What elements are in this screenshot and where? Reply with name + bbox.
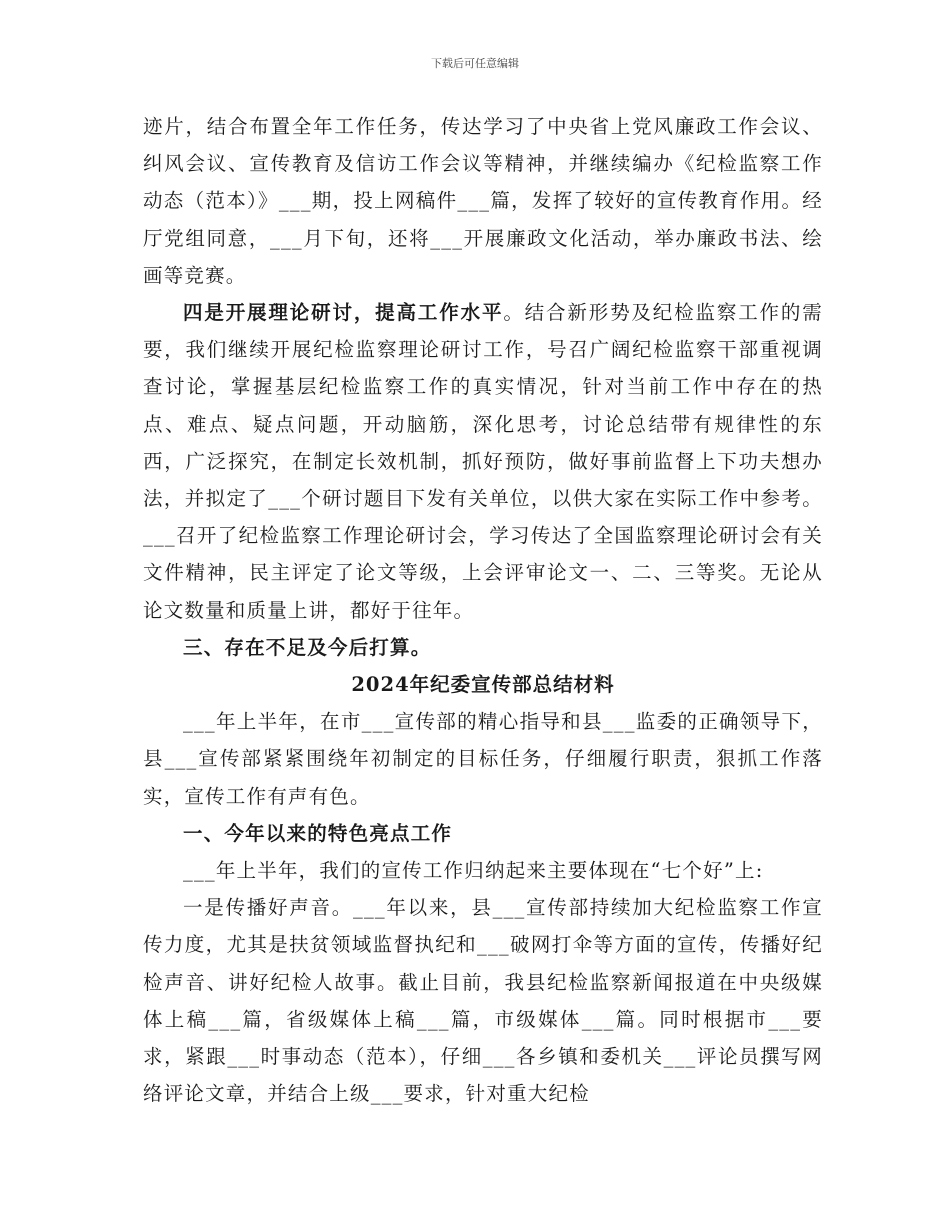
paragraph-intro: ___年上半年，在市___宣传部的精心指导和县___监委的正确领导下，县___宣传部紧紧围绕年初制定的目标任务，仔细履行职责，狠抓工作落实，宣传工作有声有色。 — [143, 710, 823, 808]
paragraph-theory-research — [143, 294, 823, 629]
paragraph-continuation: 迹片，结合布置全年工作任务，传达学习了中央省上党风廉政工作会议、纠风会议、宣传教育及信访工作会议等精神，并继续编办《纪检监察工作动态（范本）》___期，投上网稿件___篇，发挥了较好的宣传教育作用。经厅党组同意，___月下旬，还将___开展廉政文化活动，举办廉政书法、绘画等竞赛。 — [143, 115, 823, 287]
section-heading-1: 一、今年以来的特色亮点工作 — [183, 821, 453, 845]
paragraph-good-voice: 一是传播好声音。___年以来，县___宣传部持续加大纪检监察工作宣传力度，尤其是扶贫领域监督执纪和___破网打伞等方面的宣传，传播好纪检声音、讲好纪检人故事。截止目前，我县纪检监察新闻报道在中央级媒体上稿___篇，省级媒体上稿___篇，市级媒体___篇。同时根据市___要求，紧跟___时事动态（范本），仔细___各乡镇和委机关___评论员撰写网络评论文章，并结合上级___要求，针对重大纪检 — [143, 896, 823, 1106]
section-heading-3: 三、存在不足及今后打算。 — [183, 635, 432, 659]
paragraph-body: 。结合新形势及纪检监察工作的需要，我们继续开展纪检监察理论研讨工作，号召广阔纪检监察干部重视调查讨论，掌握基层纪检监察工作的真实情况，针对当前工作中存在的热点、难点、疑点问题，开动脑筋，深化思考，讨论总结带有规律性的东西，广泛探究，在制定长效机制，抓好预防，做好事前监督上下功夫想办法，并拟定了___个研讨题目下发有关单位，以供大家在实际工作中参考。___召开了纪检监察工作理论研讨会，学习传达了全国监察理论研讨会有关文件精神，民主评定了论文等级，上会评审论文一、二、三等奖。无论从论文数量和质量上讲，都好于往年。 — [143, 301, 823, 622]
document-body — [143, 108, 823, 1112]
paragraph-summary: ___年上半年，我们的宣传工作归纳起来主要体现在“七个好”上: — [183, 859, 764, 883]
paragraph-lead: 四是开展理论研讨，提高工作水平 — [183, 301, 504, 325]
document-title: 2024年纪委宣传部总结材料 — [351, 673, 615, 697]
page-header: 下载后可任意编辑 — [431, 57, 519, 70]
